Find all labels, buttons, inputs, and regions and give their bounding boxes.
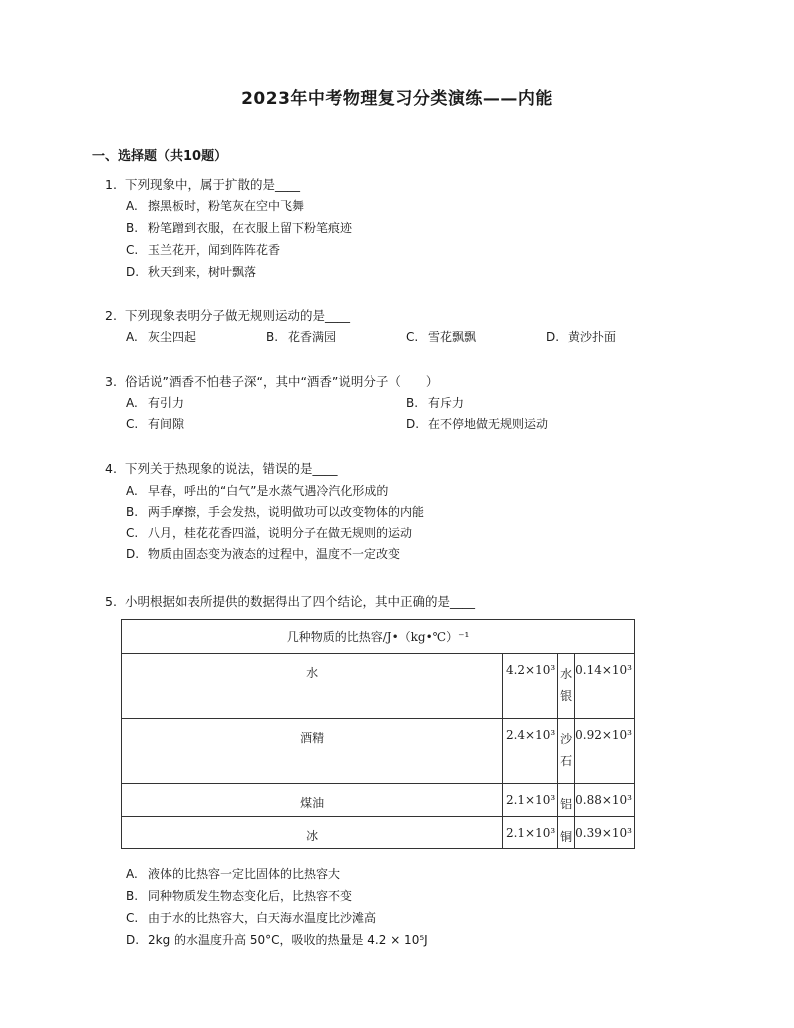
q5-option-b: B. 同种物质发生物态变化后，比热容不变 xyxy=(126,889,353,903)
substance-name: 铜 xyxy=(558,817,575,849)
q5-option-a: A. 液体的比热容一定比固体的比热容大 xyxy=(126,867,341,881)
substance-name: 水银 xyxy=(558,654,575,719)
question-4 xyxy=(105,459,338,477)
substance-name: 铝 xyxy=(558,784,575,817)
question-number: 5. xyxy=(105,594,117,609)
question-1 xyxy=(105,175,300,193)
q2-option-b: B. 花香满园 xyxy=(266,330,337,344)
question-number: 1. xyxy=(105,177,117,192)
question-5 xyxy=(105,592,475,610)
q4-option-a: A. 早春，呼出的“白气”是水蒸气遇冷汽化形成的 xyxy=(126,484,389,498)
q4-option-d: D. 物质由固态变为液态的过程中，温度不一定改变 xyxy=(126,547,401,561)
question-number: 3. xyxy=(105,374,117,389)
substance-name: 水 xyxy=(122,654,503,719)
specific-heat-value: 0.39×10³ xyxy=(575,817,635,849)
q5-option-d: D. 2kg 的水温度升高 50°C，吸收的热量是 4.2 × 10⁵J xyxy=(126,933,428,947)
q1-option-b: B. 粉笔蹭到衣服，在衣服上留下粉笔痕迹 xyxy=(126,221,353,235)
question-3 xyxy=(105,372,438,390)
table-caption: 几种物质的比热容/J•（kg•℃）⁻¹ xyxy=(122,620,635,654)
q2-option-d: D. 黄沙扑面 xyxy=(546,330,617,344)
q3-option-a: A. 有引力 xyxy=(126,396,185,410)
q2-option-c: C. 雪花飘飘 xyxy=(406,330,477,344)
specific-heat-table xyxy=(121,619,635,849)
q1-option-a: A. 擦黑板时，粉笔灰在空中飞舞 xyxy=(126,199,305,213)
section-heading: 一、选择题（共10题） xyxy=(92,149,228,164)
q1-option-d: D. 秋天到来，树叶飘落 xyxy=(126,265,257,279)
specific-heat-value: 4.2×10³ xyxy=(503,654,558,719)
specific-heat-value: 0.88×10³ xyxy=(575,784,635,817)
q4-option-c: C. 八月，桂花花香四溢，说明分子在做无规则的运动 xyxy=(126,526,413,540)
question-number: 2. xyxy=(105,308,117,323)
substance-name: 煤油 xyxy=(122,784,503,817)
table-row xyxy=(122,784,635,817)
specific-heat-value: 2.1×10³ xyxy=(503,817,558,849)
specific-heat-value: 2.4×10³ xyxy=(503,719,558,784)
q3-option-c: C. 有间隙 xyxy=(126,417,185,431)
substance-name: 沙石 xyxy=(558,719,575,784)
question-2 xyxy=(105,306,350,324)
question-stem: 小明根据如表所提供的数据得出了四个结论，其中正确的是____ xyxy=(125,594,476,609)
substance-name: 酒精 xyxy=(122,719,503,784)
specific-heat-value: 0.92×10³ xyxy=(575,719,635,784)
q4-option-b: B. 两手摩擦，手会发热，说明做功可以改变物体的内能 xyxy=(126,505,425,519)
page-title: 2023年中考物理复习分类演练——内能 xyxy=(241,89,553,109)
question-number: 4. xyxy=(105,461,117,476)
substance-name: 冰 xyxy=(122,817,503,849)
table-row xyxy=(122,654,635,719)
q5-option-c: C. 由于水的比热容大，白天海水温度比沙滩高 xyxy=(126,911,377,925)
question-stem: 下列现象中，属于扩散的是____ xyxy=(125,177,301,192)
specific-heat-value: 2.1×10³ xyxy=(503,784,558,817)
q1-option-c: C. 玉兰花开，闻到阵阵花香 xyxy=(126,243,281,257)
q3-option-d: D. 在不停地做无规则运动 xyxy=(406,417,549,431)
table-row xyxy=(122,719,635,784)
specific-heat-value: 0.14×10³ xyxy=(575,654,635,719)
question-stem: 下列现象表明分子做无规则运动的是____ xyxy=(125,308,351,323)
question-stem: 下列关于热现象的说法，错误的是____ xyxy=(125,461,338,476)
table-row xyxy=(122,817,635,849)
q3-option-b: B. 有斥力 xyxy=(406,396,465,410)
question-stem: 俗话说”酒香不怕巷子深“，其中“酒香”说明分子（ ） xyxy=(125,374,439,389)
q2-option-a: A. 灰尘四起 xyxy=(126,330,197,344)
